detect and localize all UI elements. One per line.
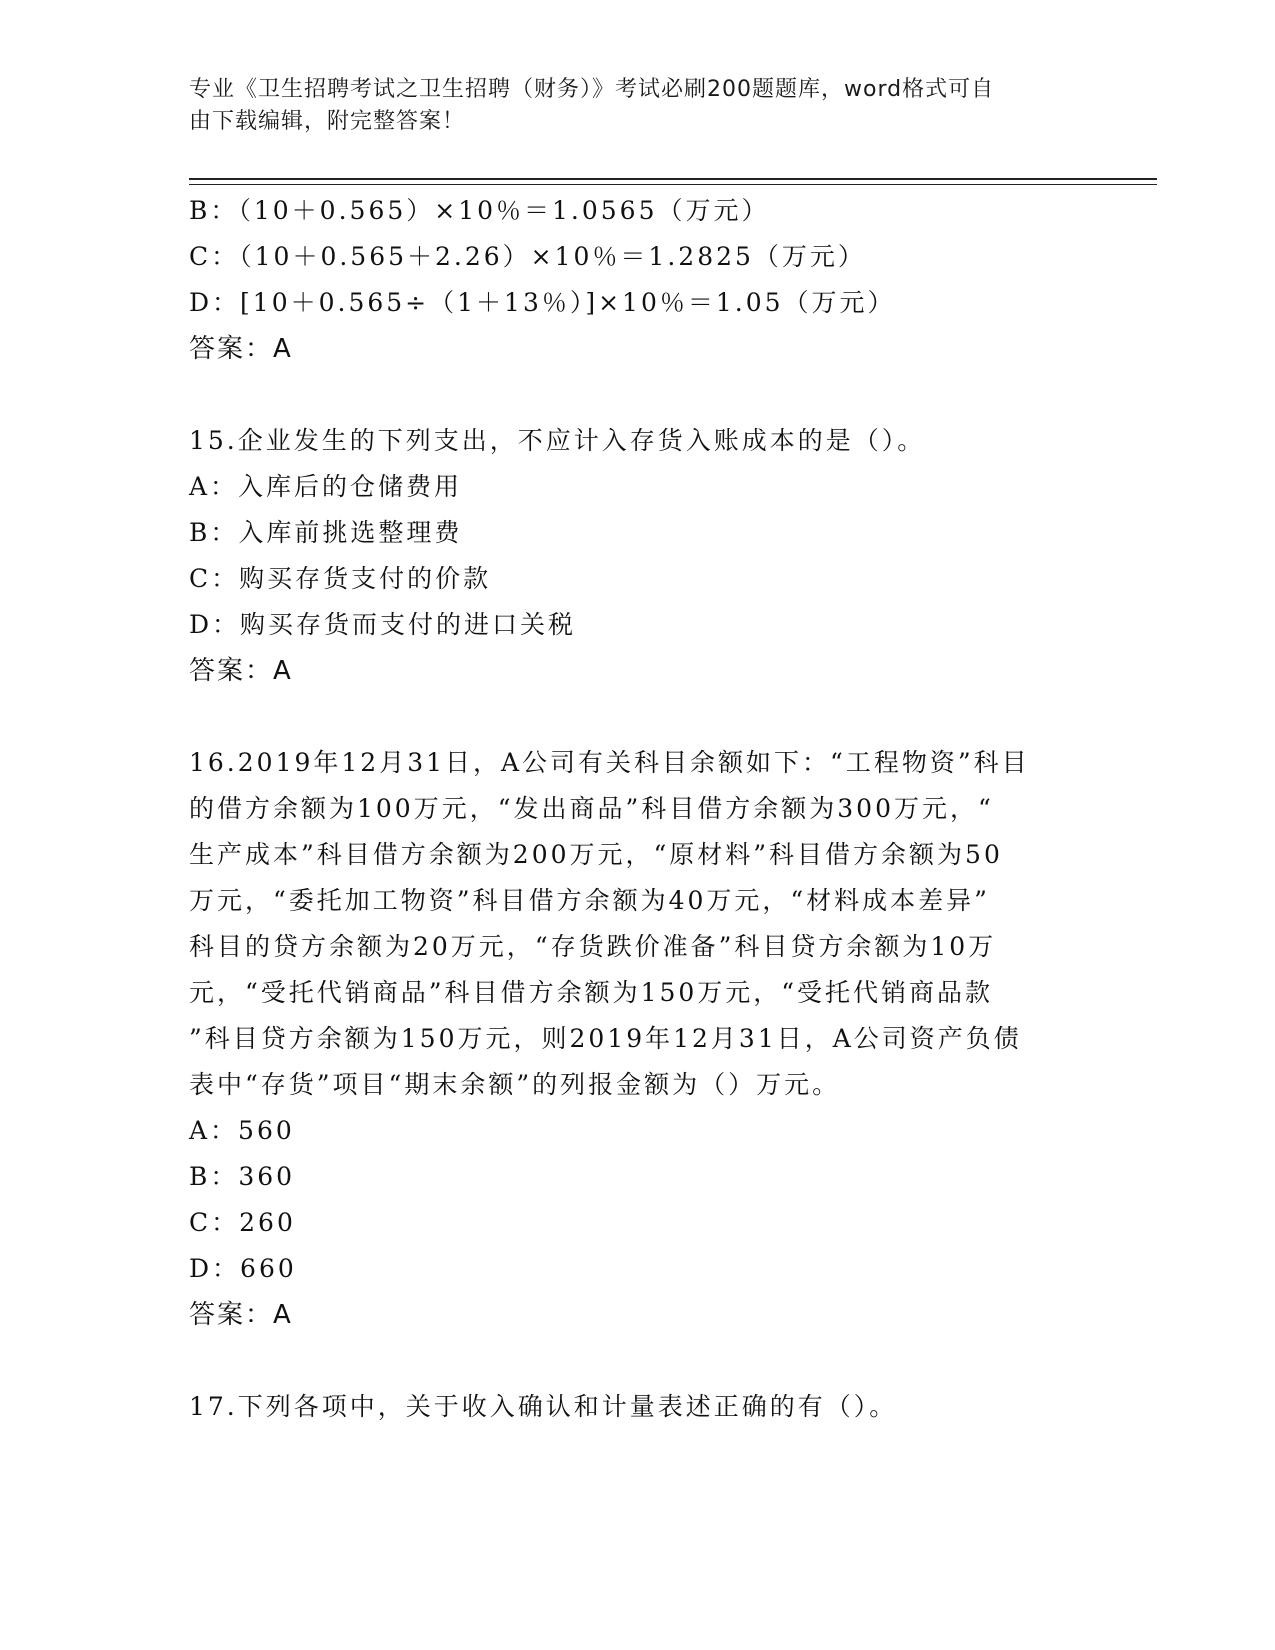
question-stem-line: 元，“受托代销商品”科目借方余额为150万元，“受托代销商品款 [189, 978, 994, 1007]
header-line-1: 专业《卫生招聘考试之卫生招聘（财务）》考试必刷200题题库，word格式可自 [189, 77, 995, 102]
option-d: D：购买存货而支付的进口关税 [189, 610, 577, 639]
question-stem-line: 16.2019年12月31日，A公司有关科目余额如下：“工程物资”科目 [189, 748, 1030, 777]
header-rule-thin [189, 184, 1157, 185]
option-a: A：入库后的仓储费用 [189, 472, 463, 501]
option-b: B：（10＋0.565）×10％＝1.0565（万元） [189, 196, 770, 225]
option-c: C：260 [189, 1208, 296, 1237]
question-16-block [189, 740, 1089, 1338]
document-body [189, 188, 1089, 1430]
question-stem-line: 万元，“委托加工物资”科目借方余额为40万元，“材料成本差异” [189, 886, 990, 915]
spacer [189, 694, 1089, 740]
option-c: C：购买存货支付的价款 [189, 564, 492, 593]
question-stem-line: 表中“存货”项目“期末余额”的列报金额为（）万元。 [189, 1070, 841, 1099]
spacer [189, 1338, 1089, 1384]
option-d: D：660 [189, 1254, 297, 1283]
answer-line: 答案：A [189, 334, 293, 364]
question-stem-line: 科目的贷方余额为20万元，“存货跌价准备”科目贷方余额为10万 [189, 932, 997, 961]
answer-line: 答案：A [189, 656, 293, 686]
question-15-block [189, 418, 1089, 694]
option-a: A：560 [189, 1116, 295, 1145]
option-c: C：（10＋0.565＋2.26）×10％＝1.2825（万元） [189, 242, 866, 271]
question-stem: 15.企业发生的下列支出，不应计入存货入账成本的是（）。 [189, 426, 926, 455]
question-stem-line: 的借方余额为100万元，“发出商品”科目借方余额为300万元，“ [189, 794, 994, 823]
question-14-block [189, 188, 1089, 372]
option-d: D：[10＋0.565÷（1＋13％）]×10％＝1.05（万元） [189, 288, 896, 317]
page-header [189, 74, 1069, 138]
header-line-2: 由下载编辑，附完整答案！ [189, 109, 466, 134]
header-rule-thick [189, 178, 1157, 180]
option-b: B：360 [189, 1162, 296, 1191]
question-17-block [189, 1384, 1089, 1430]
question-stem: 17.下列各项中，关于收入确认和计量表述正确的有（）。 [189, 1392, 898, 1421]
question-stem-line: ”科目贷方余额为150万元，则2019年12月31日，A公司资产负债 [189, 1024, 1022, 1053]
option-b: B：入库前挑选整理费 [189, 518, 463, 547]
answer-line: 答案：A [189, 1300, 293, 1330]
spacer [189, 372, 1089, 418]
question-stem-line: 生产成本”科目借方余额为200万元，“原材料”科目借方余额为50 [189, 840, 1003, 869]
